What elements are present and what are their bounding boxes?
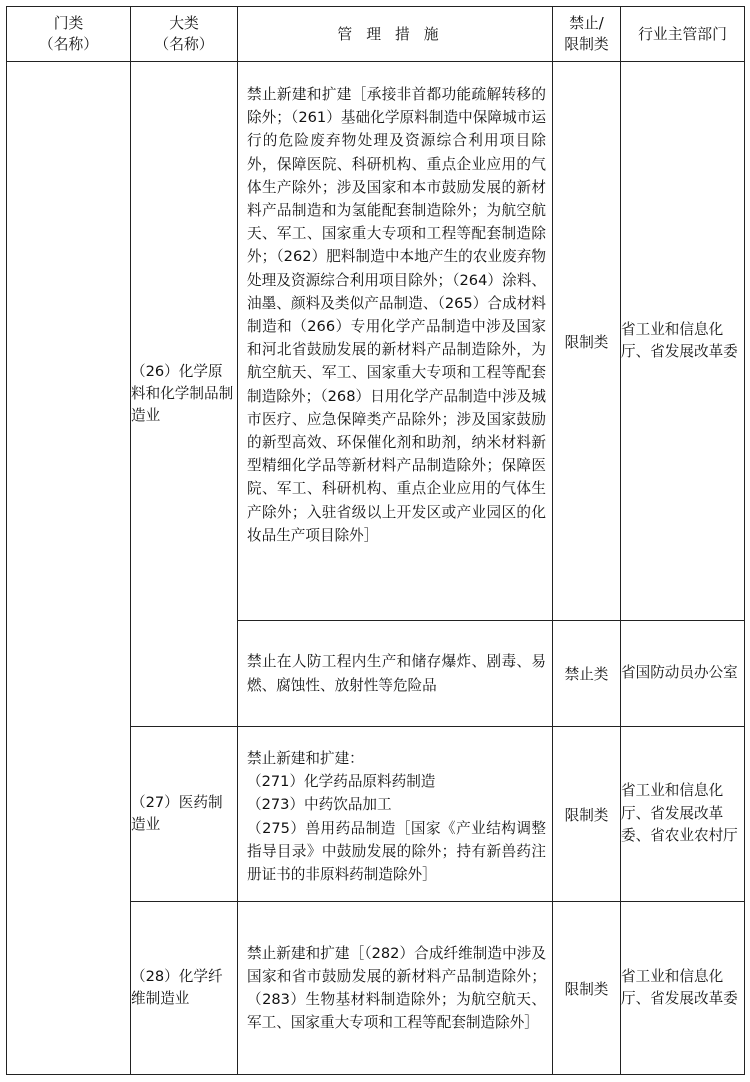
measure-text: 禁止新建和扩建［承接非首都功能疏解转移的除外；（261）基础化学原料制造中保障城市运行的危险废弃物处理及资源综合利用项目除外，保障医院、科研机构、重点企业应用的气体生产除外；涉及国家和本市鼓励发展的新材料产品制造和为氢能配套制造除外；为航空航天、军工、国家重大专项和工程等配套制造除外；（262）肥料制造中本地产生的农业废弃物处理及资源综合利用项目除外；（264）涂料、油墨、颜料及类似产品制造、（265）合成材料制造和（266）专用化学产品制造中涉及国家和河北省鼓励发展的新材料产品制造除外，为航空航天、军工、国家重大专项和工程等配套制造除外；（268）日用化学产品制造中涉及城市医疗、应急保障类产品除外；涉及国家鼓励的新型高效、环保催化剂和助剂，纳米材料新型精细化学品等新材料产品制造除外；保障医院、军工、科研机构、重点企业应用的气体生产除外；入驻省级以上开发区或产业园区的化妆品生产项目除外］ bbox=[247, 86, 546, 544]
measure-text: 禁止在人防工程内生产和储存爆炸、剧毒、易燃、腐蚀性、放射性等危险品 bbox=[247, 653, 546, 694]
header-department: 行业主管部门 bbox=[621, 7, 745, 62]
header-category-line1: 禁止/ bbox=[569, 15, 604, 32]
header-sector-line2: （名称） bbox=[38, 36, 99, 53]
regulation-table bbox=[6, 6, 745, 1075]
category-cell: 限制类 bbox=[553, 902, 621, 1075]
major-class-cell: （26）化学原料和化学制品制造业 bbox=[131, 62, 238, 727]
measure-cell bbox=[238, 621, 553, 727]
sector-cell bbox=[7, 62, 131, 1075]
measure-text: 禁止新建和扩建［（282）合成纤维制造中涉及国家和省市鼓励发展的新材料产品制造除外；（283）生物基材料制造除外；为航空航天、军工、国家重大专项和工程等配套制造除外］ bbox=[247, 944, 546, 1032]
category-cell: 限制类 bbox=[553, 62, 621, 621]
measure-line: 禁止新建和扩建： bbox=[247, 750, 364, 767]
department-cell: 省国防动员办公室 bbox=[621, 621, 745, 727]
header-major-line1: 大类 bbox=[169, 15, 199, 32]
measure-cell bbox=[238, 727, 553, 902]
major-class-cell: （27）医药制造业 bbox=[131, 727, 238, 902]
header-major-line2: （名称） bbox=[154, 36, 214, 53]
category-cell: 禁止类 bbox=[553, 621, 621, 727]
header-category-line2: 限制类 bbox=[564, 36, 609, 53]
measure-line: （271）化学药品原料药制造 bbox=[247, 773, 436, 791]
header-sector-line1: 门类 bbox=[53, 15, 84, 32]
header-measures: 管理措施 bbox=[238, 7, 553, 62]
measure-text bbox=[238, 727, 552, 894]
measure-cell bbox=[238, 902, 553, 1075]
major-class-cell: （28）化学纤维制造业 bbox=[131, 902, 238, 1075]
department-cell: 省工业和信息化厅、省发展改革委 bbox=[621, 62, 745, 621]
header-sector bbox=[7, 7, 131, 62]
department-cell: 省工业和信息化厅、省发展改革委 bbox=[621, 902, 745, 1075]
table-row bbox=[7, 62, 745, 621]
header-major-class bbox=[131, 7, 238, 62]
header-row bbox=[7, 7, 745, 62]
header-category bbox=[553, 7, 621, 62]
measure-cell bbox=[238, 62, 553, 621]
measure-line: （273）中药饮品加工 bbox=[247, 796, 392, 814]
department-cell: 省工业和信息化厅、省发展改革委、省农业农村厅 bbox=[621, 727, 745, 902]
measure-line: （275）兽用药品制造［国家《产业结构调整指导目录》中鼓励发展的除外；持有新兽药注册证书的非原料药制造除外］ bbox=[247, 819, 546, 884]
category-cell: 限制类 bbox=[553, 727, 621, 902]
